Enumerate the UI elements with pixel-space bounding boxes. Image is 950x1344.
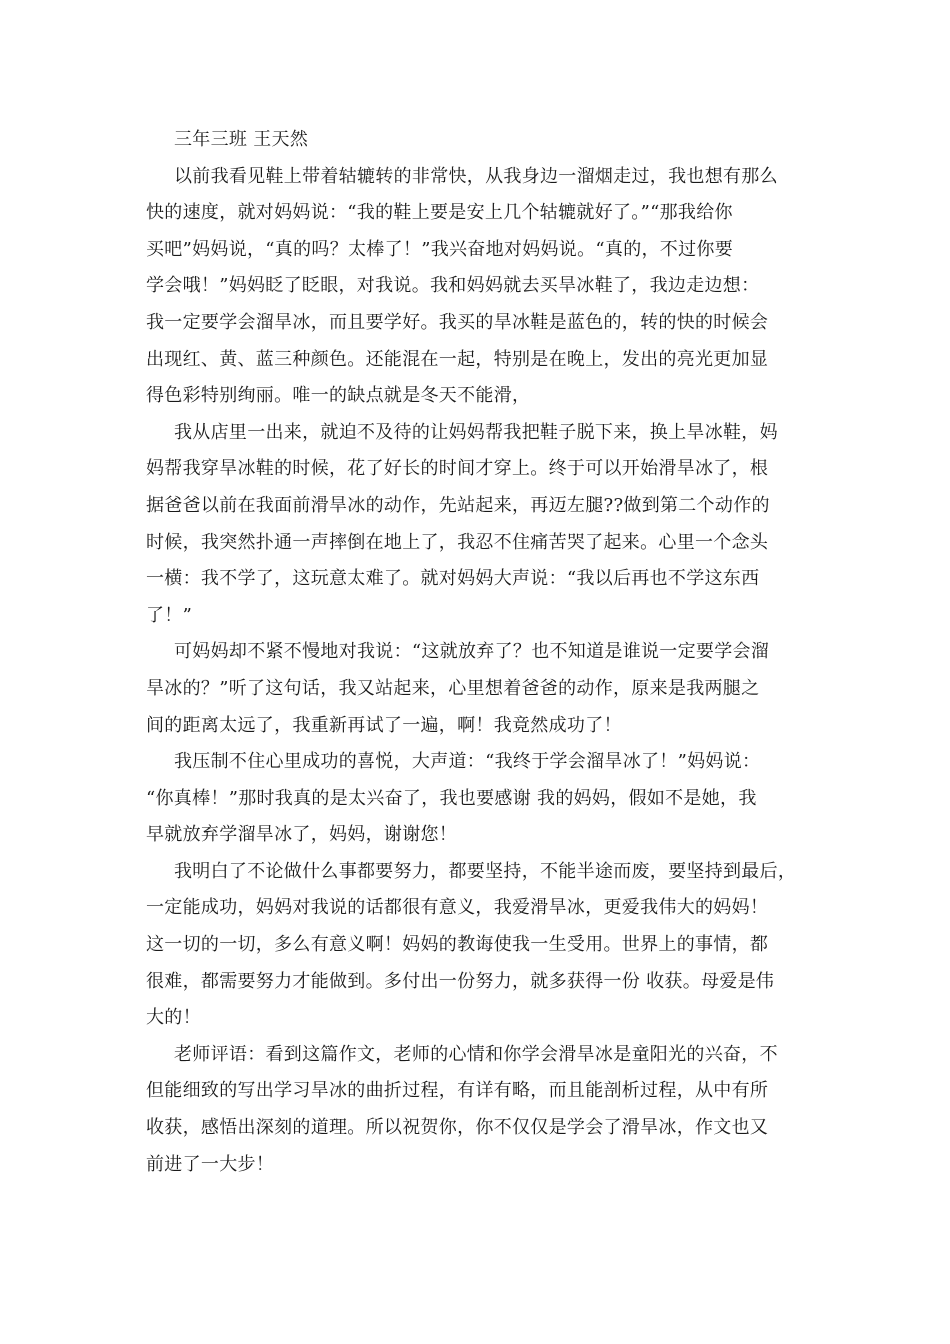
essay-line: 得色彩特别绚丽。唯一的缺点就是冬天不能滑，	[146, 385, 531, 407]
essay-line: 买吧”妈妈说，“真的吗？太棒了！”我兴奋地对妈妈说。“真的，不过你要	[146, 238, 734, 260]
essay-line: 以前我看见鞋上带着轱辘转的非常快，从我身边一溜烟走过，我也想有那么	[174, 165, 778, 187]
essay-line: 我从店里一出来，就迫不及待的让妈妈帮我把鞋子脱下来，换上旱冰鞋，妈	[174, 421, 778, 443]
essay-line: 这一切的一切，多么有意义啊！妈妈的教诲使我一生受用。世界上的事情，都	[146, 934, 769, 956]
author-line: 三年三班 王天然	[174, 129, 309, 150]
essay-line: 收获，感悟出深刻的道理。所以祝贺你，你不仅仅是学会了滑旱冰，作文也又	[146, 1117, 769, 1139]
essay-line: 早就放弃学溜旱冰了，妈妈，谢谢您！	[146, 824, 458, 846]
essay-line: 我明白了不论做什么事都要努力，都要坚持，不能半途而废，要坚持到最后，	[174, 860, 797, 882]
essay-line: 间的距离太远了，我重新再试了一遍，啊！我竟然成功了！	[146, 714, 622, 736]
essay-line: 据爸爸以前在我面前滑旱冰的动作，先站起来，再迈左腿??做到第二个动作的	[146, 494, 770, 516]
essay-line: 时候，我突然扑通一声摔倒在地上了，我忍不住痛苦哭了起来。心里一个念头	[146, 531, 769, 553]
essay-line: 一定能成功，妈妈对我说的话都很有意义，我爱滑旱冰，更爱我伟大的妈妈！	[146, 897, 769, 919]
essay-line: 旱冰的？”听了这句话，我又站起来，心里想着爸爸的动作，原来是我两腿之	[146, 677, 760, 699]
essay-body	[146, 122, 836, 1183]
essay-line: 可妈妈却不紧不慢地对我说：“这就放弃了？也不知道是谁说一定要学会溜	[174, 641, 770, 663]
essay-line: 我一定要学会溜旱冰，而且要学好。我买的旱冰鞋是蓝色的，转的快的时候会	[146, 311, 769, 333]
essay-line: 快的速度，就对妈妈说：“我的鞋上要是安上几个轱辘就好了。”“那我给你	[146, 202, 733, 224]
essay-line: 学会哦！”妈妈眨了眨眼，对我说。我和妈妈就去买旱冰鞋了，我边走边想：	[146, 275, 760, 297]
essay-line: 但能细致的写出学习旱冰的曲折过程，有详有略，而且能剖析过程，从中有所	[146, 1080, 769, 1102]
essay-line: 出现红、黄、蓝三种颜色。还能混在一起，特别是在晚上，发出的亮光更加显	[146, 348, 769, 370]
essay-line: 老师评语：看到这篇作文，老师的心情和你学会滑旱冰是童阳光的兴奋，不	[174, 1043, 778, 1065]
essay-line: 我压制不住心里成功的喜悦，大声道：“我终于学会溜旱冰了！”妈妈说：	[174, 751, 761, 773]
essay-line: 很难，都需要努力才能做到。多付出一份努力，就多获得一份 收获。母爱是伟	[146, 970, 775, 992]
essay-line: 了！”	[146, 604, 193, 626]
essay-line: 一横：我不学了，这玩意太难了。就对妈妈大声说：“我以后再也不学这东西	[146, 568, 760, 590]
essay-line: “你真棒！”那时我真的是太兴奋了，我也要感谢 我的妈妈，假如不是她，我	[146, 787, 757, 809]
essay-line: 前进了一大步！	[146, 1153, 275, 1175]
essay-line: 妈帮我穿旱冰鞋的时候，花了好长的时间才穿上。终于可以开始滑旱冰了，根	[146, 458, 769, 480]
essay-line: 大的！	[146, 1007, 201, 1029]
